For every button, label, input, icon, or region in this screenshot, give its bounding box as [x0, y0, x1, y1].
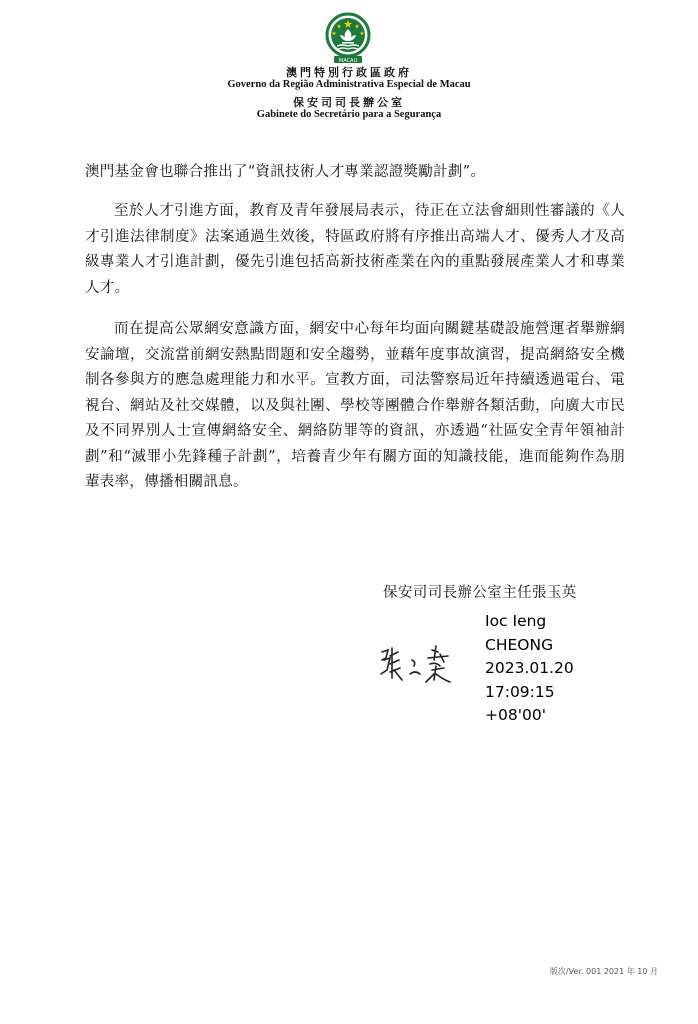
emblem-text: MACAU	[338, 57, 358, 64]
digital-signature-stamp	[485, 610, 574, 728]
paragraph-1: 澳門基金會也聯合推出了“資訊技術人才專業認證獎勵計劃”。	[85, 164, 486, 180]
digital-signature-line: 2023.01.20	[485, 659, 574, 677]
government-name-chinese: 澳門特別行政區政府	[286, 67, 412, 79]
handwritten-signature	[378, 640, 466, 688]
digital-signature-line: 17:09:15	[485, 682, 555, 701]
digital-signature-line: CHEONG	[485, 635, 554, 654]
cabinet-name-chinese: 保安司司長辦公室	[293, 97, 405, 109]
signatory-title: 保安司司長辦公室主任張玉英	[383, 585, 577, 601]
version-footer: 版次/Ver. 001 2021 年 10 月	[549, 967, 658, 976]
digital-signature-line: +08'00'	[485, 706, 546, 724]
paragraph-2: 至於人才引進方面，教育及青年發展局表示，待正在立法會細則性審議的《人才引進法律制度》法案通過生效後，特區政府將有序推出高端人才、優秀人才及高級專業人才引進計劃，優先引進包括高新技術產業在內的重點發展產業人才和專業人才。	[85, 203, 625, 296]
macau-sar-emblem-icon	[318, 12, 378, 64]
cabinet-name-portuguese: Gabinete do Secretário para a Segurança	[256, 109, 442, 120]
paragraph-3: 而在提高公眾網安意識方面，網安中心每年均面向關鍵基礎設施營運者舉辦網安論壇，交流當前網安熱點問題和安全趨勢，並藉年度事故演習，提高網絡安全機制各參與方的應急處理能力和水平。宣教方面，司法警察局近年持續透過電台、電視台、網站及社交媒體，以及與社團、學校等團體合作舉辦各類活動，向廣大市民及不同界別人士宣傳網絡安全、網絡防罪等的資訊，亦透過“社區安全青年領袖計劃”和“滅罪小先鋒種子計劃”，培養青少年有關方面的知識技能，進而能夠作為朋輩表率，傳播相關訊息。	[85, 321, 625, 490]
digital-signature-line: Ioc Ieng	[485, 612, 547, 630]
government-name-portuguese: Governo da Região Administrativa Especial de Macau	[227, 79, 471, 90]
